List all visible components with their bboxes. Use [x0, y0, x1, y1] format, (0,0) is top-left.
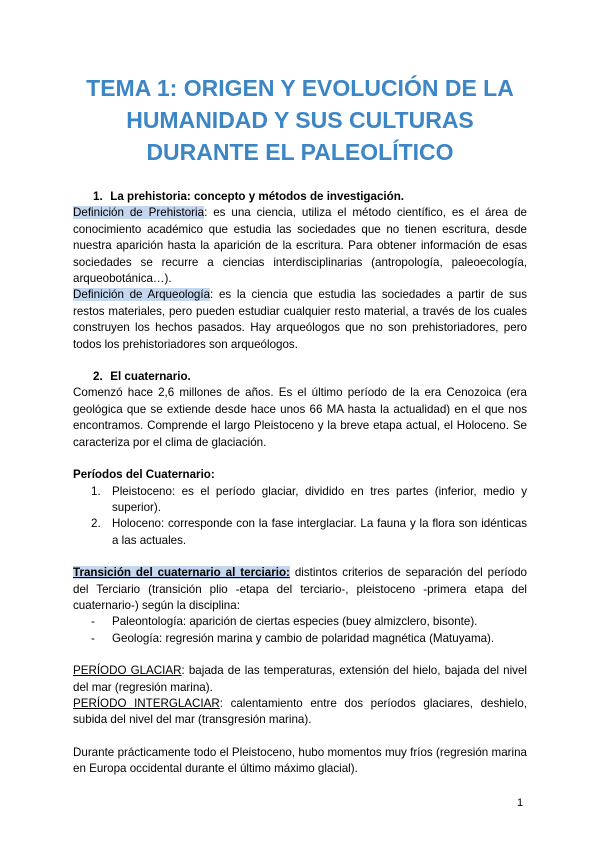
list-marker: -: [91, 615, 95, 629]
list-item: [73, 631, 527, 647]
transition-paragraph: [73, 565, 527, 614]
section-1-heading: [73, 189, 527, 205]
transition-text: distintos criterios de separación del período del Terciario (transición plio -etapa del terciario-, pleistoceno -primera etapa del cuaternario-) según la disciplina:: [73, 566, 527, 612]
interglaciar-text: : calentamiento entre dos períodos glaciares, deshielo, subida del nivel del mar (transgresión marina).: [73, 696, 527, 727]
section-1-number: 1.: [93, 190, 103, 203]
closing-paragraph: Durante prácticamente todo el Pleistoceno, hubo momentos muy fríos (regresión marina en Europa occidental durante el último máximo glacial).: [73, 745, 527, 776]
list-item: [73, 484, 527, 517]
criteria-list: [73, 614, 527, 647]
section-2-heading: [73, 369, 527, 385]
interglaciar-definition: [73, 696, 527, 729]
document-body: [73, 189, 527, 778]
list-marker: 2.: [91, 517, 101, 531]
list-item: [73, 614, 527, 630]
list-item-text: Geología: regresión marina y cambio de polaridad magnética (Matuyama).: [112, 631, 495, 645]
list-marker: -: [91, 631, 95, 645]
section-2-title: El cuaternario.: [110, 370, 191, 384]
document-title: TEMA 1: ORIGEN Y EVOLUCIÓN DE LA HUMANIDAD Y SUS CULTURAS DURANTE EL PALEOLÍTICO: [86, 75, 514, 165]
glaciar-definition: [73, 663, 527, 696]
definition-prehistoria: [73, 205, 527, 287]
cuaternario-intro: Comenzó hace 2,6 millones de años. Es el último período de la era Cenozoica (era geológica que se extiende desde hace unos 66 MA hasta la actualidad) en el que nos encontramos. Comprende el largo Pleistoceno y la breve etapa actual, el Holoceno. Se caracteriza por el clima de glaciación.: [73, 386, 527, 449]
glaciar-text: : bajada de las temperaturas, extensión del hielo, bajada del nivel del mar (regresión marina).: [73, 664, 527, 694]
definition-prehistoria-label: Definición de Prehistoria: [73, 206, 205, 220]
list-item-text: Pleistoceno: es el período glaciar, dividido en tres partes (inferior, medio y superior).: [112, 484, 527, 514]
list-marker: 1.: [91, 484, 101, 498]
glaciar-label: PERÍODO GLACIAR: [73, 664, 182, 678]
interglaciar-label: PERÍODO INTERGLACIAR: [73, 696, 220, 710]
definition-prehistoria-text: : es una ciencia, utiliza el método científico, es el área de conocimiento académico que estudia las sociedades que no tienen escritura, desde nuestra aparición hasta la aparición de la escritura. Para obtener información de esas sociedades se recurre a ciencias interdisciplinarias (antropología, paleoecología, arqueobotánica…).: [73, 206, 527, 286]
list-item-text: Paleontología: aparición de ciertas especies (buey almizclero, bisonte).: [112, 615, 478, 629]
transition-label: Transición del cuaternario al terciario:: [73, 566, 290, 580]
definition-arqueologia-text: : es la ciencia que estudia las sociedades a partir de sus restos materiales, pero pueden estudiar cualquier resto material, a través de los cuales construyen los hechos pasados. Hay arqueólogos que no son prehistoriadores, pero todos los prehistoriadores son arqueólogos.: [73, 288, 528, 351]
list-item-text: Holoceno: corresponde con la fase interglaciar. La fauna y la flora son idénticas a las actuales.: [112, 517, 527, 547]
definition-arqueologia-label: Definición de Arqueología: [73, 288, 211, 302]
page-number: 1: [517, 797, 524, 809]
periods-list: [73, 484, 527, 550]
section-1-title: La prehistoria: concepto y métodos de investigación.: [110, 190, 405, 203]
section-2-number: 2.: [93, 370, 103, 384]
definition-arqueologia: [73, 287, 527, 353]
list-item: [73, 516, 527, 549]
periods-heading: Períodos del Cuaternario:: [73, 468, 215, 482]
